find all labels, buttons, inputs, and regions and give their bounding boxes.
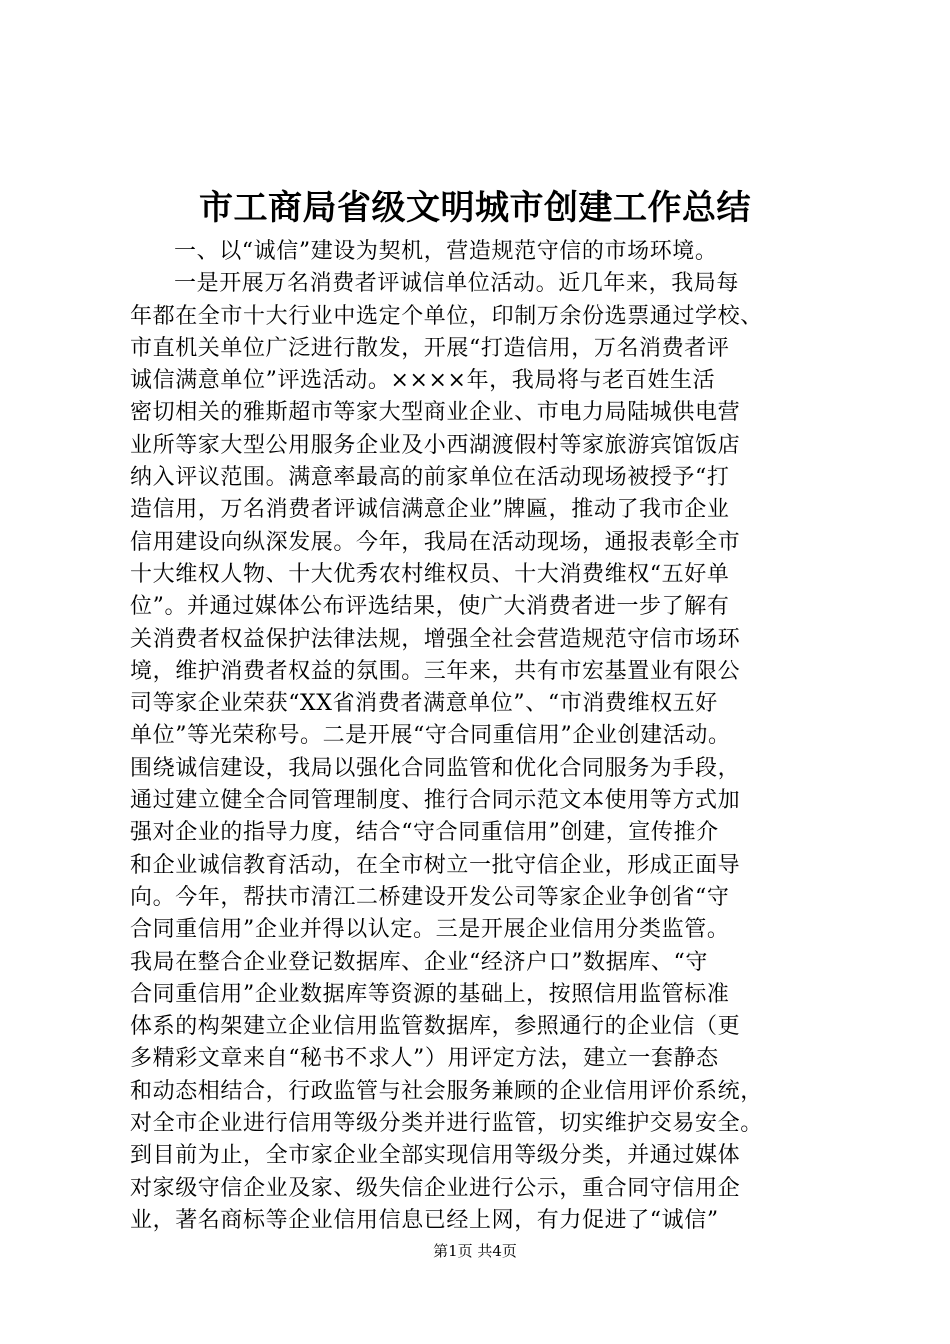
body-line: 市直机关单位广泛进行散发，开展“打造信用，万名消费者评 (130, 335, 730, 361)
body-line: 纳入评议范围。满意率最高的前家单位在活动现场被授予“打 (130, 465, 730, 491)
body-line: 诚信满意单位”评选活动。××××年，我局将与老百姓生活 (130, 368, 716, 394)
body-line: 业所等家大型公用服务企业及小西湖渡假村等家旅游宾馆饭店 (130, 432, 741, 458)
body-line: 信用建设向纵深发展。今年，我局在活动现场，通报表彰全市 (130, 529, 741, 555)
body-line: 合同重信用”企业数据库等资源的基础上，按照信用监管标准 (130, 981, 730, 1007)
body-line: 体系的构架建立企业信用监管数据库，参照通行的企业信（更 (130, 1014, 741, 1040)
body-line: 和企业诚信教育活动，在全市树立一批守信企业，形成正面导 (130, 852, 741, 878)
body-line: 位”。并通过媒体公布评选结果，使广大消费者进一步了解有 (130, 594, 730, 620)
body-line: 一是开展万名消费者评诚信单位活动。近几年来，我局每 (174, 271, 740, 297)
body-line: 年都在全市十大行业中选定个单位，印制万余份选票通过学校、 (130, 303, 763, 329)
body-line: 造信用，万名消费者评诚信满意企业”牌匾，推动了我市企业 (130, 497, 730, 523)
body-line: 十大维权人物、十大优秀农村维权员、十大消费维权“五好单 (130, 561, 730, 587)
body-line: 强对企业的指导力度，结合“守合同重信用”创建，宣传推介 (130, 820, 719, 846)
page-number-footer: 第1页 共4页 (433, 1242, 517, 1260)
body-line: 到目前为止，全市家企业全部实现信用等级分类，并通过媒体 (130, 1143, 741, 1169)
body-line: 境，维护消费者权益的氛围。三年来，共有市宏基置业有限公 (130, 658, 741, 684)
body-line: 司等家企业荣获“XX省消费者满意单位”、“市消费维权五好 (130, 691, 718, 717)
body-line: 单位”等光荣称号。二是开展“守合同重信用”企业创建活动。 (130, 723, 731, 749)
body-line: 对全市企业进行信用等级分类并进行监管，切实维护交易安全。 (130, 1111, 763, 1137)
body-line: 和动态相结合，行政监管与社会服务兼顾的企业信用评价系统， (130, 1078, 763, 1104)
body-line: 围绕诚信建设，我局以强化合同监管和优化合同服务为手段， (130, 755, 741, 781)
body-line: 对家级守信企业及家、级失信企业进行公示，重合同守信用企 (130, 1175, 741, 1201)
document-title: 市工商局省级文明城市创建工作总结 (199, 188, 751, 228)
body-line: 一、以“诚信”建设为契机，营造规范守信的市场环境。 (174, 239, 718, 264)
body-line: 业，著名商标等企业信用信息已经上网，有力促进了“诚信” (130, 1207, 719, 1233)
body-line: 关消费者权益保护法律法规，增强全社会营造规范守信市场环 (130, 626, 741, 652)
body-line: 我局在整合企业登记数据库、企业“经济户口”数据库、“守 (130, 949, 708, 975)
body-line: 通过建立健全合同管理制度、推行合同示范文本使用等方式加 (130, 788, 741, 814)
body-line: 合同重信用”企业并得以认定。三是开展企业信用分类监管。 (130, 917, 730, 943)
document-body (130, 236, 850, 1237)
body-line: 密切相关的雅斯超市等家大型商业企业、市电力局陆城供电营 (130, 400, 741, 426)
body-line: 多精彩文章来自“秘书不求人”）用评定方法，建立一套静态 (130, 1046, 719, 1072)
body-line: 向。今年，帮扶市清江二桥建设开发公司等家企业争创省“守 (130, 884, 730, 910)
